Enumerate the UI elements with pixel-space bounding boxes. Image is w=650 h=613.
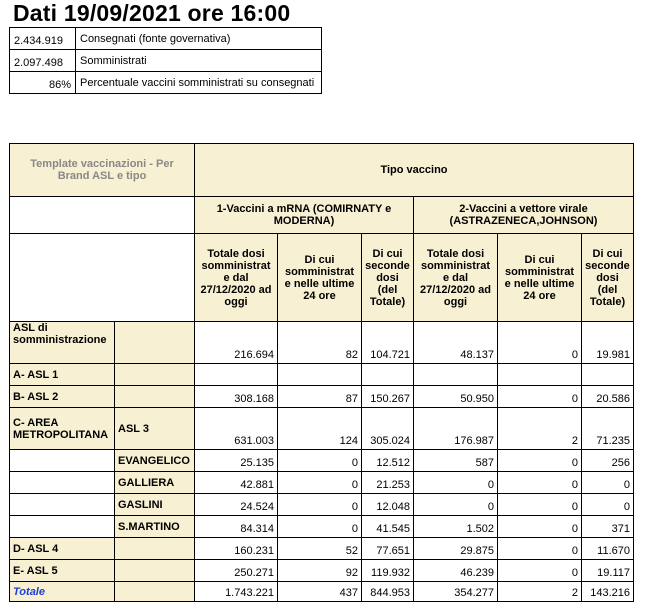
col-totale-header: Totale dosi somministrat e dal 27/12/2020 ad oggi xyxy=(414,234,498,322)
summary-label: Consegnati (fonte governativa) xyxy=(76,28,322,50)
col-seconde-header: Di cui seconde dosi (del Totale) xyxy=(582,234,634,322)
summary-row xyxy=(10,28,322,50)
asl-label: C- AREA METROPOLITANA xyxy=(10,408,115,450)
value-cell: 0 xyxy=(498,472,582,494)
summary-label: Somministrati xyxy=(76,50,322,72)
value-cell: 12.048 xyxy=(362,494,414,516)
value-cell: 12.512 xyxy=(362,450,414,472)
sub-label: S.MARTINO xyxy=(115,516,195,538)
value-cell xyxy=(278,364,362,386)
value-cell: 1.502 xyxy=(414,516,498,538)
value-cell: 160.231 xyxy=(195,538,278,560)
table-row xyxy=(10,472,634,494)
value-cell: 0 xyxy=(414,494,498,516)
total-label: Totale xyxy=(10,582,115,602)
total-cell: 354.277 xyxy=(414,582,498,602)
value-cell: 631.003 xyxy=(195,408,278,450)
table-row xyxy=(10,516,634,538)
value-cell: 11.670 xyxy=(582,538,634,560)
header-row-2 xyxy=(10,197,634,234)
summary-label: Percentuale vaccini somministrati su consegnati xyxy=(76,72,322,94)
group-vettore-header: 2-Vaccini a vettore virale (ASTRAZENECA,JOHNSON) xyxy=(414,197,634,234)
value-cell: 87 xyxy=(278,386,362,408)
value-cell: 256 xyxy=(582,450,634,472)
value-cell xyxy=(582,364,634,386)
value-cell: 21.253 xyxy=(362,472,414,494)
sub-label: EVANGELICO xyxy=(115,450,195,472)
summary-value: 86% xyxy=(10,72,76,94)
table-row xyxy=(10,538,634,560)
sub-label: GASLINI xyxy=(115,494,195,516)
value-cell: 48.137 xyxy=(414,322,498,364)
value-cell: 77.651 xyxy=(362,538,414,560)
col-ultime-header: Di cui somministrat e nelle ultime 24 ore xyxy=(278,234,362,322)
value-cell xyxy=(414,364,498,386)
value-cell xyxy=(498,364,582,386)
summary-value: 2.097.498 xyxy=(10,50,76,72)
sub-cell xyxy=(115,560,195,582)
value-cell: 50.950 xyxy=(414,386,498,408)
empty-cell xyxy=(10,516,115,538)
group-mrna-header: 1-Vaccini a mRNA (COMIRNATY e MODERNA) xyxy=(195,197,414,234)
empty-cell xyxy=(10,234,195,322)
value-cell: 19.981 xyxy=(582,322,634,364)
value-cell: 124 xyxy=(278,408,362,450)
value-cell: 0 xyxy=(278,472,362,494)
asl-header: ASL di somministrazione xyxy=(10,322,115,364)
value-cell xyxy=(362,364,414,386)
col-ultime-header: Di cui somministrat e nelle ultime 24 ore xyxy=(498,234,582,322)
value-cell xyxy=(195,364,278,386)
summary-row xyxy=(10,50,322,72)
summary-row xyxy=(10,72,322,94)
value-cell: 0 xyxy=(582,472,634,494)
empty-cell xyxy=(10,472,115,494)
total-cell: 143.216 xyxy=(582,582,634,602)
total-cell: 844.953 xyxy=(362,582,414,602)
value-cell: 82 xyxy=(278,322,362,364)
value-cell: 52 xyxy=(278,538,362,560)
empty-cell xyxy=(10,450,115,472)
vaccination-table xyxy=(9,143,634,602)
total-cell: 1.743.221 xyxy=(195,582,278,602)
value-cell: 25.135 xyxy=(195,450,278,472)
value-cell: 41.545 xyxy=(362,516,414,538)
value-cell: 216.694 xyxy=(195,322,278,364)
value-cell: 308.168 xyxy=(195,386,278,408)
asl-label: B- ASL 2 xyxy=(10,386,115,408)
tipo-vaccino-header: Tipo vaccino xyxy=(195,144,634,197)
value-cell: 84.314 xyxy=(195,516,278,538)
value-cell: 92 xyxy=(278,560,362,582)
value-cell: 371 xyxy=(582,516,634,538)
table-row xyxy=(10,494,634,516)
value-cell: 119.932 xyxy=(362,560,414,582)
value-cell: 42.881 xyxy=(195,472,278,494)
summary-table xyxy=(9,27,322,94)
value-cell: 176.987 xyxy=(414,408,498,450)
col-seconde-header: Di cui seconde dosi (del Totale) xyxy=(362,234,414,322)
col-totale-header: Totale dosi somministrat e dal 27/12/2020 ad oggi xyxy=(195,234,278,322)
table-row xyxy=(10,322,634,364)
corner-label: Template vaccinazioni - Per Brand ASL e tipo xyxy=(10,144,195,197)
sub-label: GALLIERA xyxy=(115,472,195,494)
header-row-1 xyxy=(10,144,634,197)
value-cell: 0 xyxy=(498,386,582,408)
sub-cell xyxy=(115,322,195,364)
value-cell: 0 xyxy=(414,472,498,494)
value-cell: 0 xyxy=(278,494,362,516)
value-cell: 19.117 xyxy=(582,560,634,582)
value-cell: 250.271 xyxy=(195,560,278,582)
sub-cell xyxy=(115,582,195,602)
table-row xyxy=(10,560,634,582)
table-row xyxy=(10,364,634,386)
value-cell: 0 xyxy=(498,322,582,364)
value-cell: 71.235 xyxy=(582,408,634,450)
table-row xyxy=(10,450,634,472)
value-cell: 46.239 xyxy=(414,560,498,582)
value-cell: 0 xyxy=(498,450,582,472)
sub-cell xyxy=(115,538,195,560)
value-cell: 0 xyxy=(498,538,582,560)
empty-cell xyxy=(10,197,195,234)
value-cell: 29.875 xyxy=(414,538,498,560)
sub-cell xyxy=(115,386,195,408)
sub-cell xyxy=(115,364,195,386)
total-row xyxy=(10,582,634,602)
page-title: Dati 19/09/2021 ore 16:00 xyxy=(13,0,291,26)
value-cell: 0 xyxy=(582,494,634,516)
value-cell: 0 xyxy=(498,560,582,582)
asl-label: E- ASL 5 xyxy=(10,560,115,582)
total-cell: 437 xyxy=(278,582,362,602)
value-cell: 305.024 xyxy=(362,408,414,450)
asl-label: A- ASL 1 xyxy=(10,364,115,386)
value-cell: 2 xyxy=(498,408,582,450)
total-cell: 2 xyxy=(498,582,582,602)
value-cell: 150.267 xyxy=(362,386,414,408)
table-row xyxy=(10,386,634,408)
value-cell: 587 xyxy=(414,450,498,472)
header-row-3 xyxy=(10,234,634,322)
sub-label: ASL 3 xyxy=(115,408,195,450)
value-cell: 0 xyxy=(278,450,362,472)
value-cell: 104.721 xyxy=(362,322,414,364)
table-row xyxy=(10,408,634,450)
value-cell: 20.586 xyxy=(582,386,634,408)
empty-cell xyxy=(10,494,115,516)
value-cell: 0 xyxy=(278,516,362,538)
summary-value: 2.434.919 xyxy=(10,28,76,50)
value-cell: 0 xyxy=(498,516,582,538)
asl-label: D- ASL 4 xyxy=(10,538,115,560)
value-cell: 24.524 xyxy=(195,494,278,516)
value-cell: 0 xyxy=(498,494,582,516)
